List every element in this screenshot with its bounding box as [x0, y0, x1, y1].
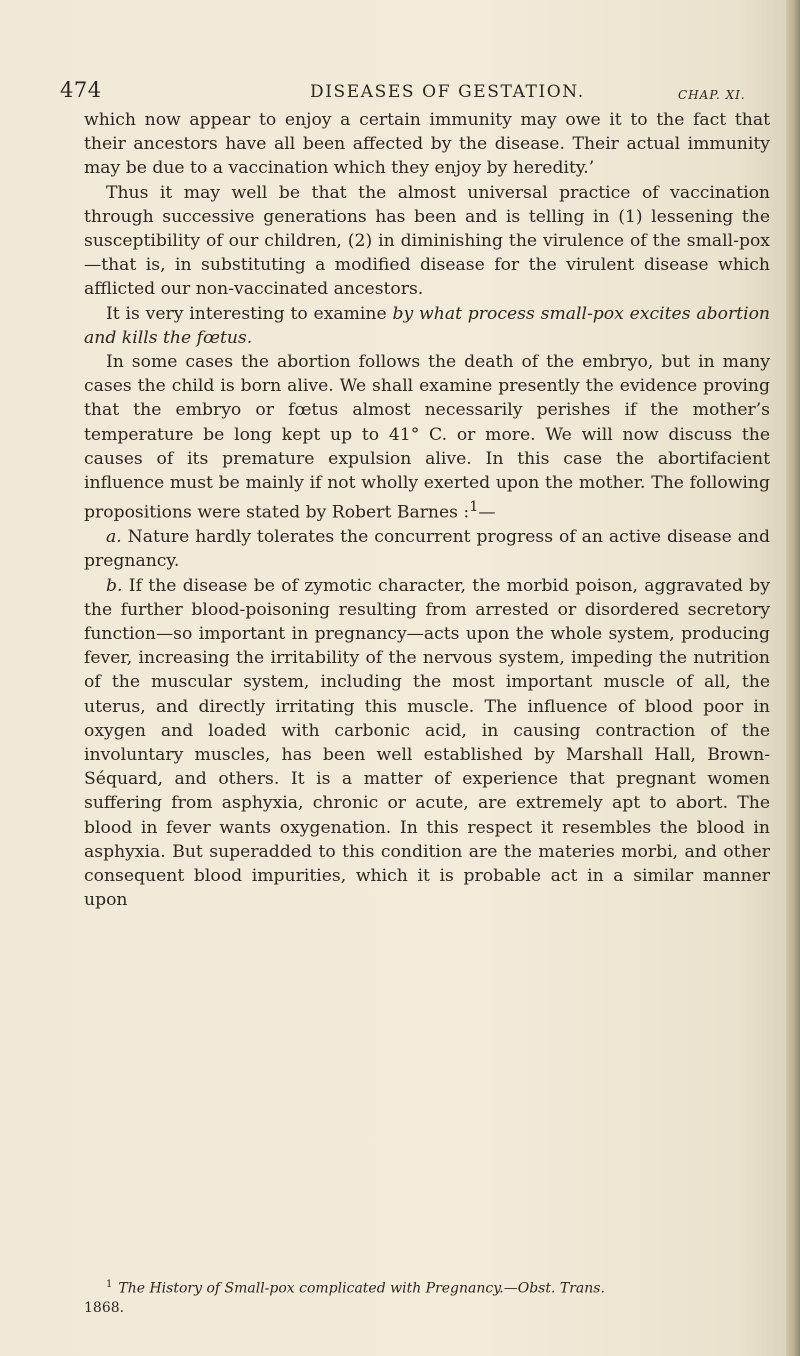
footnote	[84, 1275, 770, 1318]
process-intro-text: It is very interesting to examine	[106, 303, 393, 324]
page-header	[0, 78, 800, 108]
page-number: 474	[60, 78, 102, 102]
abortion-cases-text: In some cases the abortion follows the death of the embryo, but in many cases the child is born alive. We shall examine presently the evidence proving that the embryo or fœtus almost necessarily perishes if the mother’s temperature be long kept up to 41° C. or more. We will now discuss the causes of its premature expulsion alive. In this case the abortifacient influence must be mainly if not wholly exerted upon the mother. The following propositions were stated by Robert Barnes :	[84, 352, 770, 523]
page-edge-shadow	[786, 0, 800, 1356]
paragraph-continuation: which now appear to enjoy a certain immunity may owe it to the fact that their ancestors have all been affected by the disease. Their actual immunity may be due to a vaccination which they enjoy by heredity.’	[84, 110, 770, 179]
proposition-a-text: Nature hardly tolerates the concurrent progress of an active disease and pregnancy.	[84, 527, 770, 572]
proposition-b-text: If the disease be of zymotic character, the morbid poison, aggravated by the further blood-poisoning resulting from arrested or disordered secretory function—so important in pregnancy—acts upon the whole system, producing fever, increasing the irritability of the nervous system, impeding the nutrition of the muscular system, including the most important muscle of all, the uterus, and directly irritating this muscle. The influence of blood poor in oxygen and loaded with carbonic acid, in causing contraction of the involuntary muscles, has been well established by Marshall Hall, Brown-Séquard, and others. It is a matter of experience that pregnant women suffering from asphyxia, chronic or acute, are extremely apt to abort. The blood in fever wants oxygenation. In this respect it resembles the blood in asphyxia. But superadded to this condition are the materies morbi, and other consequent blood impurities, which it is probable act in a similar manner upon	[84, 575, 770, 911]
footnote-reference: 1	[469, 499, 479, 516]
footnote-citation: The History of Small-pox complicated with Pregnancy.—Obst. Trans.	[118, 1280, 605, 1297]
running-title: DISEASES OF GESTATION.	[310, 82, 585, 102]
proposition-a-label: a.	[106, 527, 122, 548]
body-text	[84, 108, 770, 912]
paragraph-abortion-cases	[84, 350, 770, 525]
paragraph-process	[84, 302, 770, 350]
process-emphasis-text: by what process small-pox excites abortion and kills the fœtus.	[84, 303, 770, 348]
paragraph-vaccination: Thus it may well be that the almost universal practice of vaccination through successive generations has been and is telling in (1) lessening the susceptibility of our children, (2) in diminishing the virulence of the small-pox—that is, in substituting a modified disease for the virulent disease which afflicted our non-vaccinated ancestors.	[84, 182, 770, 300]
proposition-a	[84, 525, 770, 573]
proposition-b-label: b.	[106, 575, 123, 596]
abortion-cases-dash: —	[478, 502, 496, 523]
footnote-mark: 1	[106, 1279, 113, 1290]
chapter-label: CHAP. XI.	[678, 88, 746, 102]
proposition-b	[84, 574, 770, 913]
footnote-line	[84, 1275, 770, 1299]
footnote-year: 1868.	[84, 1299, 125, 1316]
